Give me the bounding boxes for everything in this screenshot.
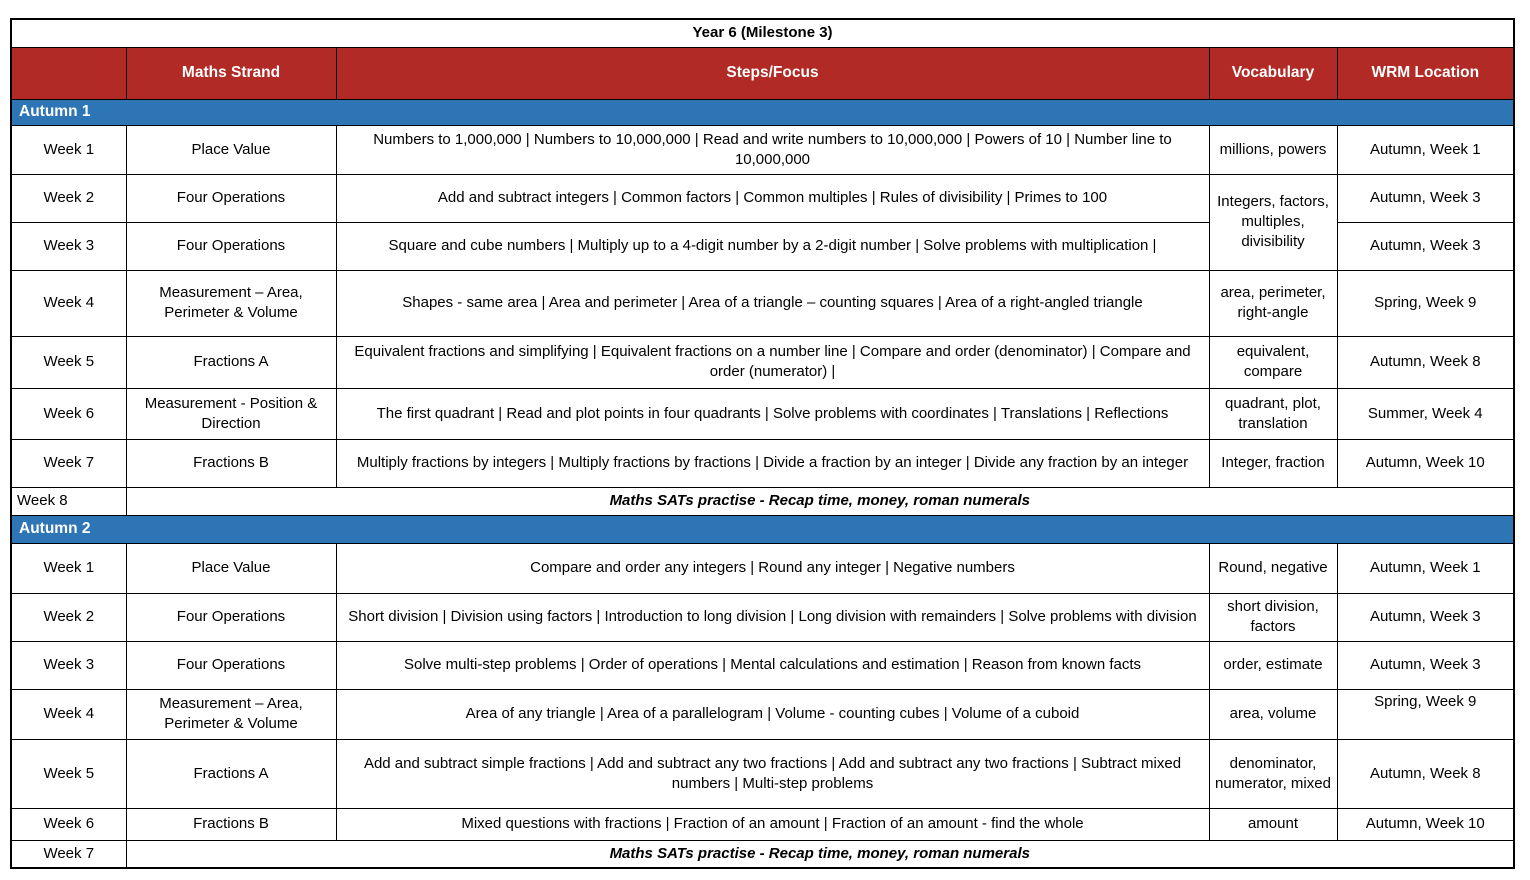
steps-cell: Short division | Division using factors | Introduction to long division | Long division with remainders | Solve problems with division bbox=[336, 593, 1209, 641]
table-row bbox=[11, 174, 1514, 222]
wrm-cell: Summer, Week 4 bbox=[1337, 388, 1514, 439]
section-header-autumn-1 bbox=[11, 99, 1514, 125]
vocab-cell: short division, factors bbox=[1209, 593, 1337, 641]
week-cell: Week 6 bbox=[11, 808, 126, 840]
wrm-cell: Autumn, Week 3 bbox=[1337, 641, 1514, 689]
steps-cell: Mixed questions with fractions | Fraction of an amount | Fraction of an amount - find the whole bbox=[336, 808, 1209, 840]
wrm-cell: Autumn, Week 8 bbox=[1337, 739, 1514, 808]
wrm-cell: Autumn, Week 3 bbox=[1337, 222, 1514, 270]
week-cell: Week 7 bbox=[11, 439, 126, 487]
strand-cell: Measurement – Area, Perimeter & Volume bbox=[126, 689, 336, 739]
strand-cell: Four Operations bbox=[126, 222, 336, 270]
wrm-cell: Autumn, Week 1 bbox=[1337, 125, 1514, 174]
wrm-cell: Autumn, Week 1 bbox=[1337, 543, 1514, 593]
steps-cell: Square and cube numbers | Multiply up to a 4-digit number by a 2-digit number | Solve problems with multiplication | bbox=[336, 222, 1209, 270]
strand-cell: Four Operations bbox=[126, 641, 336, 689]
week-cell: Week 4 bbox=[11, 689, 126, 739]
sats-practise-cell: Maths SATs practise - Recap time, money, roman numerals bbox=[126, 487, 1514, 515]
week-cell: Week 3 bbox=[11, 222, 126, 270]
table-row bbox=[11, 439, 1514, 487]
wrm-cell: Autumn, Week 10 bbox=[1337, 439, 1514, 487]
week-cell: Week 5 bbox=[11, 739, 126, 808]
vocab-cell: amount bbox=[1209, 808, 1337, 840]
strand-cell: Measurement – Area, Perimeter & Volume bbox=[126, 270, 336, 336]
week-cell: Week 2 bbox=[11, 593, 126, 641]
vocab-cell: equivalent, compare bbox=[1209, 336, 1337, 388]
steps-cell: Add and subtract simple fractions | Add and subtract any two fractions | Add and subtract any two fractions | Subtract mixed numbers | Multi-step problems bbox=[336, 739, 1209, 808]
strand-cell: Place Value bbox=[126, 543, 336, 593]
wrm-cell: Autumn, Week 8 bbox=[1337, 336, 1514, 388]
table-row bbox=[11, 336, 1514, 388]
column-header-steps: Steps/Focus bbox=[336, 47, 1209, 99]
vocab-cell: area, volume bbox=[1209, 689, 1337, 739]
week-cell: Week 1 bbox=[11, 125, 126, 174]
strand-cell: Four Operations bbox=[126, 593, 336, 641]
vocab-cell-merged: Integers, factors, multiples, divisibility bbox=[1209, 174, 1337, 270]
steps-cell: Shapes - same area | Area and perimeter | Area of a triangle – counting squares | Area of a right-angled triangle bbox=[336, 270, 1209, 336]
wrm-cell: Autumn, Week 3 bbox=[1337, 174, 1514, 222]
wrm-cell: Autumn, Week 3 bbox=[1337, 593, 1514, 641]
table-row-sats bbox=[11, 840, 1514, 868]
week-cell: Week 7 bbox=[11, 840, 126, 868]
sats-practise-cell: Maths SATs practise - Recap time, money, roman numerals bbox=[126, 840, 1514, 868]
strand-cell: Place Value bbox=[126, 125, 336, 174]
steps-cell: Numbers to 1,000,000 | Numbers to 10,000,000 | Read and write numbers to 10,000,000 | Powers of 10 | Number line to 10,000,000 bbox=[336, 125, 1209, 174]
steps-cell: The first quadrant | Read and plot points in four quadrants | Solve problems with coordinates | Translations | Reflections bbox=[336, 388, 1209, 439]
week-cell: Week 1 bbox=[11, 543, 126, 593]
steps-cell: Multiply fractions by integers | Multiply fractions by fractions | Divide a fraction by an integer | Divide any fraction by an integer bbox=[336, 439, 1209, 487]
table-row bbox=[11, 543, 1514, 593]
column-header-wrm: WRM Location bbox=[1337, 47, 1514, 99]
table-title-row bbox=[11, 19, 1514, 47]
week-cell: Week 5 bbox=[11, 336, 126, 388]
vocab-cell: Integer, fraction bbox=[1209, 439, 1337, 487]
table-row-sats bbox=[11, 487, 1514, 515]
week-cell: Week 4 bbox=[11, 270, 126, 336]
strand-cell: Fractions A bbox=[126, 336, 336, 388]
column-header-row bbox=[11, 47, 1514, 99]
week-cell: Week 8 bbox=[11, 487, 126, 515]
curriculum-table bbox=[10, 18, 1515, 869]
steps-cell: Compare and order any integers | Round any integer | Negative numbers bbox=[336, 543, 1209, 593]
wrm-cell: Autumn, Week 10 bbox=[1337, 808, 1514, 840]
strand-cell: Measurement - Position & Direction bbox=[126, 388, 336, 439]
week-cell: Week 2 bbox=[11, 174, 126, 222]
wrm-cell: Spring, Week 9 bbox=[1337, 689, 1514, 739]
vocab-cell: quadrant, plot, translation bbox=[1209, 388, 1337, 439]
section-header-autumn-2 bbox=[11, 515, 1514, 543]
column-header-vocab: Vocabulary bbox=[1209, 47, 1337, 99]
strand-cell: Fractions B bbox=[126, 808, 336, 840]
table-row bbox=[11, 388, 1514, 439]
table-row bbox=[11, 593, 1514, 641]
week-cell: Week 3 bbox=[11, 641, 126, 689]
table-row bbox=[11, 270, 1514, 336]
vocab-cell: millions, powers bbox=[1209, 125, 1337, 174]
column-header-strand: Maths Strand bbox=[126, 47, 336, 99]
steps-cell: Add and subtract integers | Common factors | Common multiples | Rules of divisibility | Primes to 100 bbox=[336, 174, 1209, 222]
column-header-week bbox=[11, 47, 126, 99]
strand-cell: Fractions B bbox=[126, 439, 336, 487]
strand-cell: Four Operations bbox=[126, 174, 336, 222]
steps-cell: Area of any triangle | Area of a parallelogram | Volume - counting cubes | Volume of a cuboid bbox=[336, 689, 1209, 739]
steps-cell: Equivalent fractions and simplifying | Equivalent fractions on a number line | Compare and order (denominator) | Compare and order (numerator) | bbox=[336, 336, 1209, 388]
table-row bbox=[11, 125, 1514, 174]
strand-cell: Fractions A bbox=[126, 739, 336, 808]
steps-cell: Solve multi-step problems | Order of operations | Mental calculations and estimation | Reason from known facts bbox=[336, 641, 1209, 689]
section-label: Autumn 1 bbox=[11, 99, 1514, 125]
table-row bbox=[11, 739, 1514, 808]
vocab-cell: Round, negative bbox=[1209, 543, 1337, 593]
section-label: Autumn 2 bbox=[11, 515, 1514, 543]
week-cell: Week 6 bbox=[11, 388, 126, 439]
table-row bbox=[11, 808, 1514, 840]
table-row bbox=[11, 689, 1514, 739]
vocab-cell: denominator, numerator, mixed bbox=[1209, 739, 1337, 808]
page-title: Year 6 (Milestone 3) bbox=[11, 19, 1514, 47]
table-row bbox=[11, 641, 1514, 689]
vocab-cell: order, estimate bbox=[1209, 641, 1337, 689]
vocab-cell: area, perimeter, right-angle bbox=[1209, 270, 1337, 336]
wrm-cell: Spring, Week 9 bbox=[1337, 270, 1514, 336]
